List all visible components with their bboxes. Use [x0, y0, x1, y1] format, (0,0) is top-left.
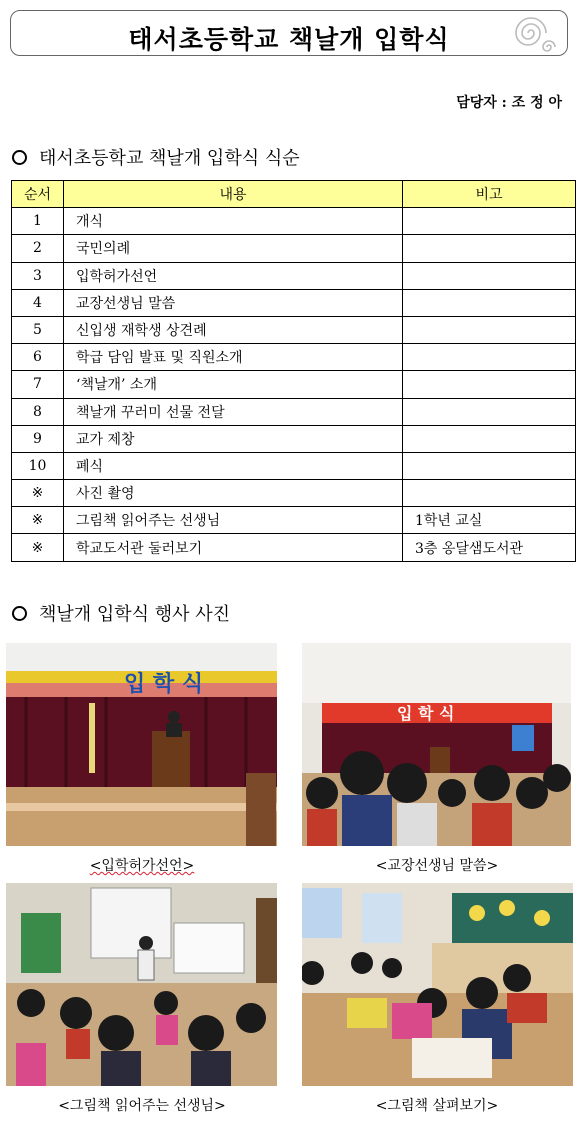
photo-caption-3: <그림책 읽어주는 선생님> [58, 1098, 226, 1114]
cell-content: 학급 담임 발표 및 직원소개 [64, 344, 403, 371]
cell-num: ※ [12, 480, 64, 507]
swirl-decoration-icon [501, 13, 561, 55]
table-row [12, 289, 576, 316]
header-order: 순서 [12, 181, 64, 208]
cell-content: 학교도서관 둘러보기 [64, 534, 403, 561]
header-content: 내용 [64, 181, 403, 208]
cell-note [403, 316, 576, 343]
title-box [10, 10, 568, 56]
photo-caption-2: <교장선생님 말씀> [375, 858, 499, 874]
cell-note [403, 289, 576, 316]
table-row [12, 208, 576, 235]
cell-content: 신입생 재학생 상견례 [64, 316, 403, 343]
cell-content: 사진 촬영 [64, 480, 403, 507]
cell-num: ※ [12, 534, 64, 561]
table-row [12, 371, 576, 398]
cell-note [403, 344, 576, 371]
cell-num: 7 [12, 371, 64, 398]
table-header-row [12, 181, 576, 208]
circle-bullet-icon [12, 150, 27, 165]
photo-looking-at-books [302, 883, 573, 1086]
table-row [12, 507, 576, 534]
cell-content: 그림책 읽어주는 선생님 [64, 507, 403, 534]
cell-num: 2 [12, 235, 64, 262]
manager-label: 담당자 : 조 정 아 [456, 95, 562, 111]
cell-note: 3층 옹달샘도서관 [403, 534, 576, 561]
photo-teacher-reading [6, 883, 277, 1086]
schedule-table [11, 180, 576, 562]
section-heading-schedule: 태서초등학교 책날개 입학식 식순 [12, 144, 300, 170]
table-row [12, 262, 576, 289]
cell-num: 10 [12, 452, 64, 479]
cell-note [403, 371, 576, 398]
cell-note [403, 235, 576, 262]
cell-content: 교가 제창 [64, 425, 403, 452]
cell-note [403, 262, 576, 289]
cell-note [403, 398, 576, 425]
cell-note [403, 208, 576, 235]
cell-num: 3 [12, 262, 64, 289]
cell-num: 1 [12, 208, 64, 235]
cell-content: 개식 [64, 208, 403, 235]
cell-note [403, 452, 576, 479]
header-note: 비고 [403, 181, 576, 208]
cell-num: 4 [12, 289, 64, 316]
table-row [12, 398, 576, 425]
cell-num: 6 [12, 344, 64, 371]
table-row [12, 480, 576, 507]
table-row [12, 235, 576, 262]
photo-admission-declaration [6, 643, 277, 846]
table-row [12, 452, 576, 479]
photo-caption-1: <입학허가선언> [89, 858, 195, 874]
cell-content: 입학허가선언 [64, 262, 403, 289]
cell-content: 교장선생님 말씀 [64, 289, 403, 316]
cell-content: 책날개 꾸러미 선물 전달 [64, 398, 403, 425]
cell-num: 8 [12, 398, 64, 425]
cell-note [403, 480, 576, 507]
cell-num: 9 [12, 425, 64, 452]
cell-content: 국민의례 [64, 235, 403, 262]
cell-content: 폐식 [64, 452, 403, 479]
cell-note: 1학년 교실 [403, 507, 576, 534]
page-title: 태서초등학교 책날개 입학식 [128, 25, 450, 54]
table-row [12, 344, 576, 371]
table-row [12, 425, 576, 452]
table-row [12, 534, 576, 561]
cell-num: ※ [12, 507, 64, 534]
cell-content: ‘책날개’ 소개 [64, 371, 403, 398]
banner-text: 입 학 식 [397, 704, 455, 723]
photo-caption-4: <그림책 살펴보기> [375, 1098, 499, 1114]
banner-text: 입 학 식 [124, 672, 204, 697]
section-heading-photos: 책날개 입학식 행사 사진 [12, 600, 230, 626]
cell-num: 5 [12, 316, 64, 343]
circle-bullet-icon [12, 606, 27, 621]
table-row [12, 316, 576, 343]
cell-note [403, 425, 576, 452]
photo-principal-speech [302, 643, 571, 846]
